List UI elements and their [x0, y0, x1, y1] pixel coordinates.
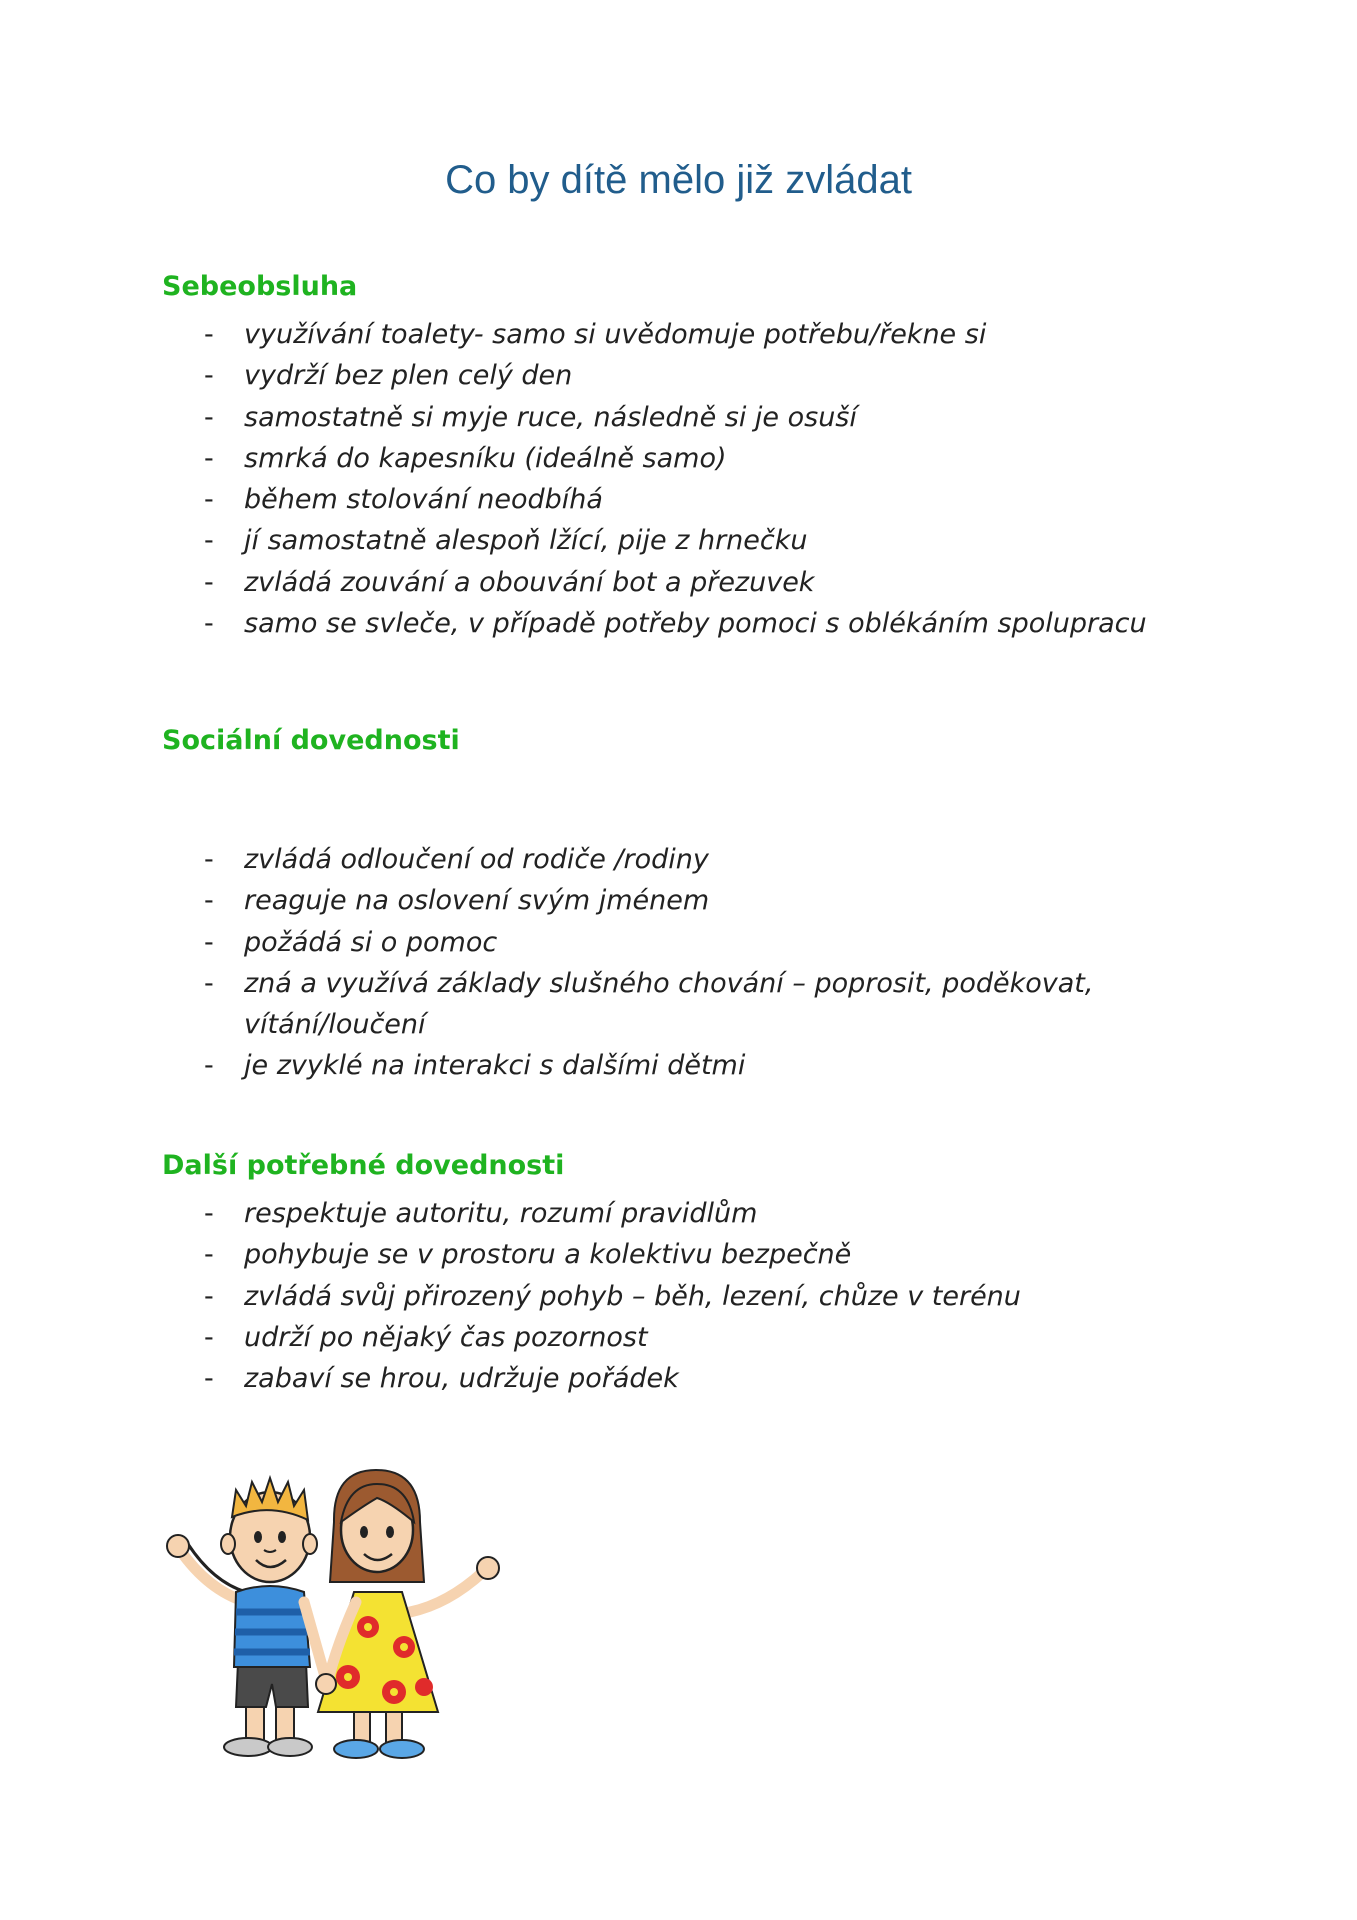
dash-marker: -	[204, 885, 214, 917]
dash-marker: -	[204, 1239, 214, 1271]
list-item	[162, 922, 1242, 963]
list-item	[162, 963, 1242, 1046]
dash-marker: -	[204, 566, 214, 598]
list-item-text: samo se svleče, v případě potřeby pomoci s oblékáním spolupracu	[244, 608, 1147, 640]
list-item-text: jí samostatně alespoň lžící, pije z hrnečku	[244, 525, 808, 557]
list-item-text: zná a využívá základy slušného chování – poprosit, poděkovat, vítání/loučení	[244, 967, 1094, 1041]
dash-marker: -	[204, 525, 214, 557]
dash-marker: -	[204, 442, 214, 474]
dash-marker: -	[204, 1198, 214, 1229]
list-item-text: udrží po nějaký čas pozornost	[244, 1321, 648, 1353]
list-item	[162, 839, 1242, 880]
list-item-text: zvládá svůj přirozený pohyb – běh, lezení, chůze v terénu	[244, 1280, 1021, 1312]
dash-marker: -	[204, 926, 214, 958]
children-holding-hands-icon	[158, 1462, 506, 1762]
list-item-text: respektuje autoritu, rozumí pravidlům	[244, 1198, 758, 1229]
list-item	[162, 1234, 1242, 1275]
dash-marker: -	[204, 967, 214, 999]
list-item	[162, 1045, 1242, 1086]
list-item-text: zvládá odloučení od rodiče /rodiny	[244, 844, 709, 875]
list-item-text: zvládá zouvání a obouvání bot a přezuvek	[244, 566, 815, 598]
section-heading: Sociální dovednosti	[162, 725, 460, 756]
list-item-text: samostatně si myje ruce, následně si je osuší	[244, 401, 857, 433]
list-item-text: smrká do kapesníku (ideálně samo)	[244, 442, 727, 474]
list-item	[162, 1276, 1242, 1317]
section-heading: Další potřebné dovednosti	[162, 1150, 565, 1181]
section-sebeobsluha	[162, 268, 1242, 644]
list-item	[162, 438, 1242, 479]
item-list	[162, 839, 1242, 1087]
list-item	[162, 397, 1242, 438]
section-socialni-dovednosti	[162, 722, 1242, 1087]
dash-marker: -	[204, 319, 214, 350]
list-item-text: pohybuje se v prostoru a kolektivu bezpečně	[244, 1239, 852, 1271]
dash-marker: -	[204, 401, 214, 433]
list-item	[162, 603, 1242, 644]
section-heading: Sebeobsluha	[162, 271, 358, 302]
list-item	[162, 1193, 1242, 1234]
dash-marker: -	[204, 484, 214, 516]
dash-marker: -	[204, 360, 214, 392]
list-item	[162, 880, 1242, 921]
list-item	[162, 562, 1242, 603]
section-dalsi-potrebne-dovednosti	[162, 1147, 1242, 1399]
dash-marker: -	[204, 844, 214, 875]
list-item	[162, 479, 1242, 520]
item-list	[162, 314, 1242, 644]
list-item-text: vydrží bez plen celý den	[244, 360, 573, 392]
item-list	[162, 1193, 1242, 1399]
dash-marker: -	[204, 608, 214, 640]
list-item	[162, 520, 1242, 561]
list-item-text: zabaví se hrou, udržuje pořádek	[244, 1363, 679, 1395]
dash-marker: -	[204, 1321, 214, 1353]
list-item	[162, 314, 1242, 355]
list-item	[162, 355, 1242, 396]
dash-marker: -	[204, 1050, 214, 1082]
list-item	[162, 1317, 1242, 1358]
dash-marker: -	[204, 1280, 214, 1312]
page-title: Co by dítě mělo již zvládat	[445, 158, 912, 202]
dash-marker: -	[204, 1363, 214, 1395]
list-item-text: je zvyklé na interakci s dalšími dětmi	[244, 1050, 746, 1082]
list-item-text: během stolování neodbíhá	[244, 484, 603, 516]
list-item-text: využívání toalety- samo si uvědomuje potřebu/řekne si	[244, 319, 987, 350]
list-item	[162, 1358, 1242, 1399]
list-item-text: reaguje na oslovení svým jménem	[244, 885, 710, 917]
list-item-text: požádá si o pomoc	[244, 926, 498, 958]
